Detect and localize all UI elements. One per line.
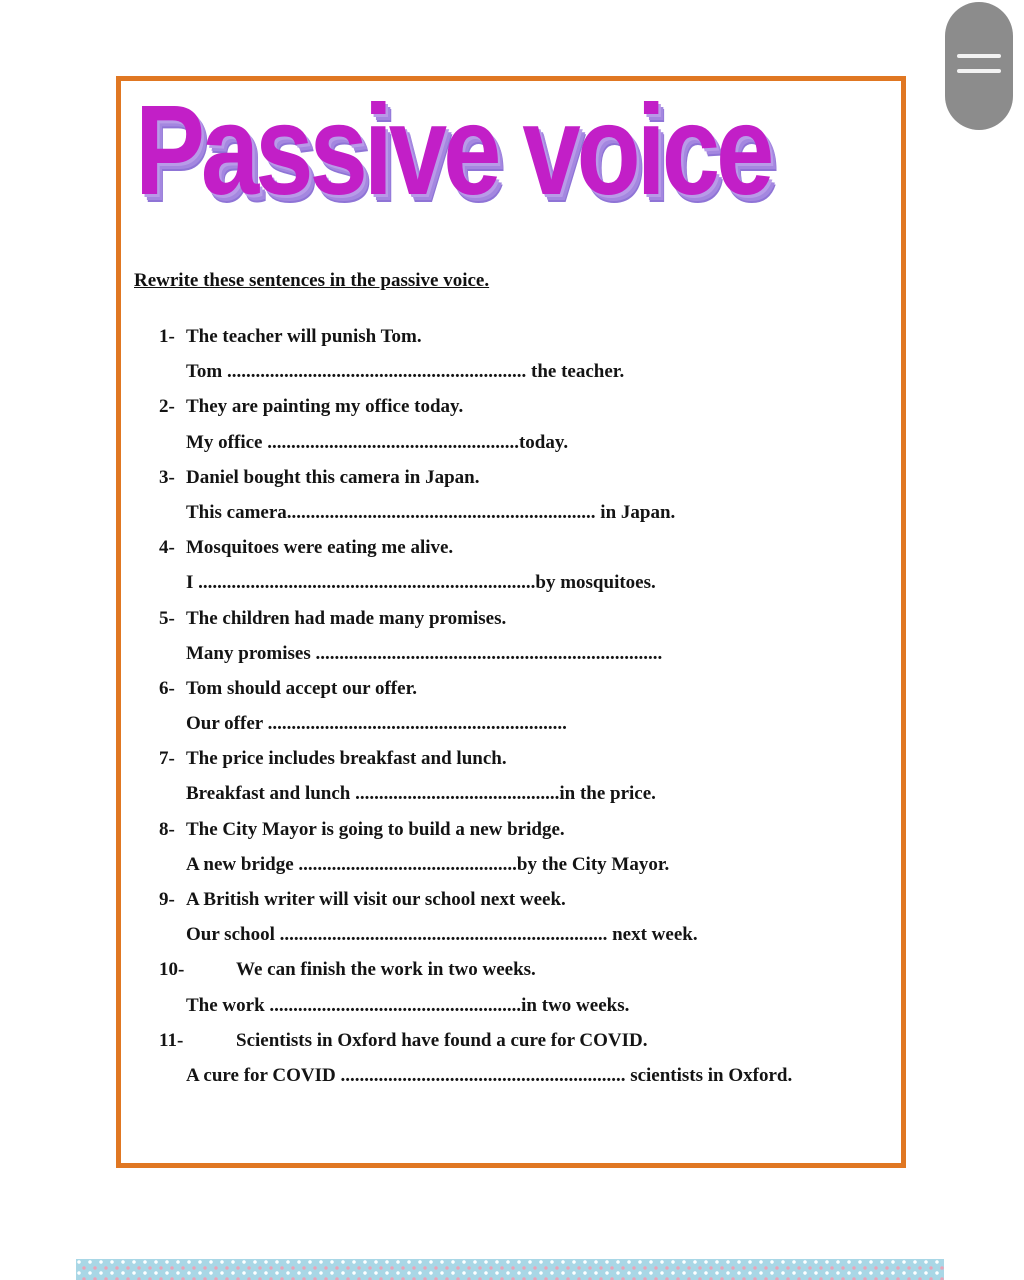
exercise-sentence	[159, 389, 792, 424]
answer-line[interactable]: My office .....................................................today.	[186, 431, 569, 453]
exercise-sentence	[159, 812, 792, 847]
answer-line[interactable]: Breakfast and lunch ...........................................in the price.	[186, 783, 656, 805]
scrollbar-thumb[interactable]	[945, 2, 1013, 130]
exercise-item	[159, 952, 792, 1022]
sentence-text: Daniel bought this camera in Japan.	[186, 466, 480, 488]
worksheet-frame	[116, 76, 906, 1168]
answer-line[interactable]: Our offer ...............................................................	[186, 713, 567, 735]
exercise-item	[159, 601, 792, 671]
sentence-text: Scientists in Oxford have found a cure for COVID.	[236, 1029, 648, 1051]
exercise-item	[159, 812, 792, 882]
sentence-text: The price includes breakfast and lunch.	[186, 748, 507, 770]
exercise-number: 11-	[159, 1029, 184, 1051]
exercise-sentence	[159, 530, 792, 565]
exercise-sentence	[159, 460, 792, 495]
exercise-number: 6-	[159, 677, 175, 699]
grip-line	[957, 69, 1001, 73]
sentence-text: We can finish the work in two weeks.	[236, 959, 536, 981]
exercise-number: 1-	[159, 326, 175, 347]
sentence-text: Tom should accept our offer.	[186, 677, 418, 699]
decorative-border-strip	[76, 1259, 944, 1280]
exercise-item	[159, 671, 792, 741]
exercise-sentence	[159, 952, 792, 987]
sentence-text: The children had made many promises.	[186, 607, 507, 629]
answer-line[interactable]: Many promises .........................................................................	[186, 642, 663, 664]
exercise-sentence	[159, 319, 792, 354]
exercise-sentence	[159, 671, 792, 706]
exercise-item	[159, 389, 792, 459]
exercise-item	[159, 1023, 792, 1093]
sentence-text: They are painting my office today.	[186, 396, 464, 418]
exercise-item	[159, 530, 792, 600]
answer-line[interactable]: Tom ............................................................... the teacher.	[186, 361, 625, 383]
sentence-text: The teacher will punish Tom.	[186, 326, 422, 347]
exercise-number: 8-	[159, 818, 175, 840]
exercise-sentence	[159, 601, 792, 636]
exercise-item	[159, 882, 792, 952]
sentence-text: A British writer will visit our school next week.	[186, 889, 566, 910]
instruction-text: Rewrite these sentences in the passive voice.	[134, 270, 490, 291]
worksheet-title: Passive voice	[135, 79, 771, 222]
exercise-sentence	[159, 741, 792, 776]
answer-line[interactable]: The work .....................................................in two weeks.	[186, 994, 630, 1016]
exercise-sentence	[159, 882, 792, 917]
sentence-text: The City Mayor is going to build a new bridge.	[186, 818, 565, 840]
exercise-number: 7-	[159, 748, 175, 770]
exercise-number: 5-	[159, 607, 175, 629]
exercise-item	[159, 319, 792, 389]
exercise-number: 10-	[159, 959, 185, 981]
answer-line[interactable]: A new bridge ..............................................by the City Mayor.	[186, 853, 670, 875]
answer-line[interactable]: I .......................................................................by mosquitoes.	[186, 572, 656, 594]
sentence-text: Mosquitoes were eating me alive.	[186, 537, 454, 559]
answer-line[interactable]: This camera................................................................. in Japan.	[186, 501, 676, 523]
exercise-list	[159, 319, 792, 1093]
exercise-number: 2-	[159, 396, 175, 418]
exercise-number: 9-	[159, 889, 175, 910]
answer-line[interactable]: Our school ..................................................................... next week.	[186, 924, 698, 946]
exercise-item	[159, 741, 792, 811]
exercise-number: 3-	[159, 466, 175, 488]
exercise-number: 4-	[159, 537, 175, 559]
grip-line	[957, 54, 1001, 58]
answer-line[interactable]: A cure for COVID ............................................................ scientists in Oxford.	[186, 1064, 793, 1086]
exercise-item	[159, 460, 792, 530]
exercise-sentence	[159, 1023, 792, 1058]
